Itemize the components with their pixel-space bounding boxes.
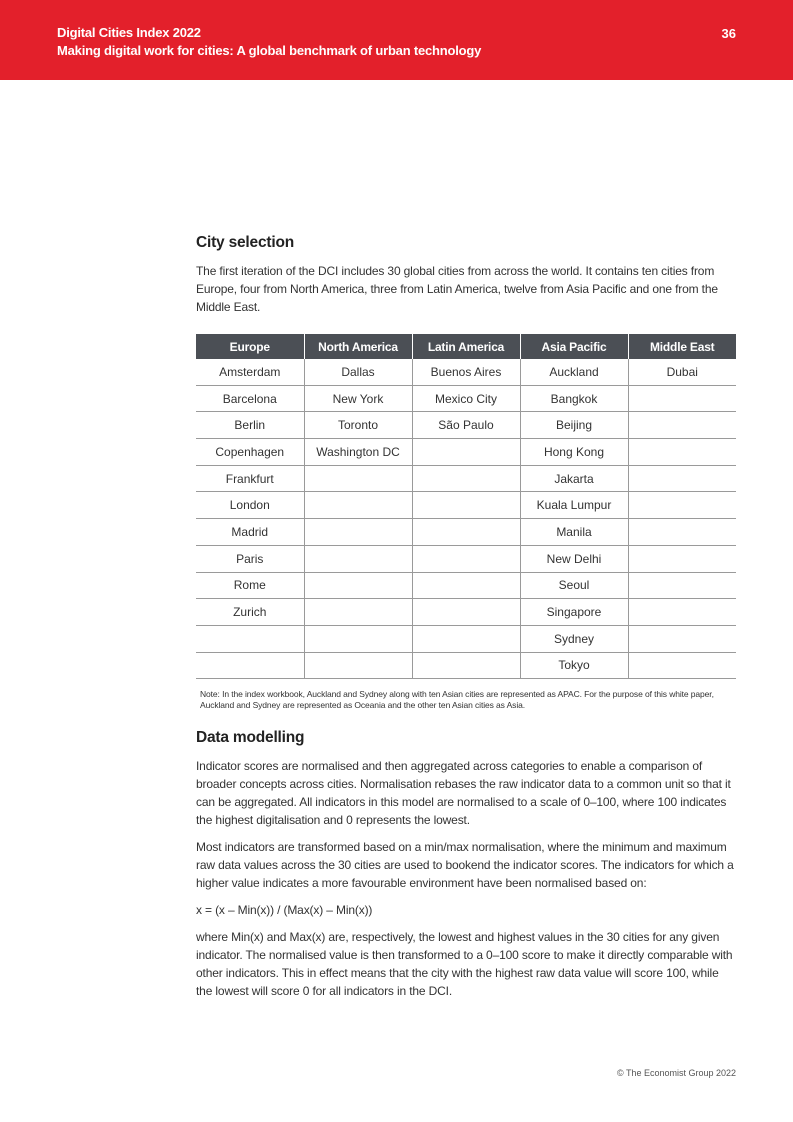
- table-cell: Singapore: [520, 599, 628, 626]
- table-cell: [412, 625, 520, 652]
- table-cell: [304, 519, 412, 546]
- table-cell: Beijing: [520, 412, 628, 439]
- table-cell: New York: [304, 385, 412, 412]
- table-cell: [628, 545, 736, 572]
- table-cell: [628, 652, 736, 679]
- table-cell: [304, 652, 412, 679]
- table-cell: [628, 625, 736, 652]
- table-cell: [412, 545, 520, 572]
- table-cell: [628, 412, 736, 439]
- table-cell: Washington DC: [304, 439, 412, 466]
- table-cell: [412, 439, 520, 466]
- table-cell: [628, 492, 736, 519]
- table-cell: [304, 545, 412, 572]
- table-cell: [628, 519, 736, 546]
- data-modelling-paragraph: Most indicators are transformed based on a min/max normalisation, where the minimum and maximum raw data values across the 30 cities are used to bookend the indicator scores. The indicators for which a higher value indicates a more favourable environment have been normalised based on:: [196, 840, 734, 891]
- table-cell: [412, 572, 520, 599]
- table-cell: Tokyo: [520, 652, 628, 679]
- data-modelling-heading: Data modelling: [196, 729, 305, 747]
- city-table-header-row: [196, 334, 736, 359]
- table-row: [196, 625, 736, 652]
- table-cell: [628, 439, 736, 466]
- column-header-europe: Europe: [196, 334, 304, 359]
- table-cell: Jakarta: [520, 465, 628, 492]
- page-number: 36: [721, 26, 736, 41]
- table-cell: Zurich: [196, 599, 304, 626]
- table-row: [196, 465, 736, 492]
- table-cell: Paris: [196, 545, 304, 572]
- city-table-body: [196, 359, 736, 679]
- table-row: [196, 519, 736, 546]
- table-cell: [628, 599, 736, 626]
- column-header-asia-pacific: Asia Pacific: [520, 334, 628, 359]
- table-cell: Berlin: [196, 412, 304, 439]
- table-cell: Dallas: [304, 359, 412, 385]
- table-cell: [628, 465, 736, 492]
- column-header-latin-america: Latin America: [412, 334, 520, 359]
- table-row: [196, 385, 736, 412]
- table-cell: Mexico City: [412, 385, 520, 412]
- table-cell: Buenos Aires: [412, 359, 520, 385]
- table-cell: Copenhagen: [196, 439, 304, 466]
- report-title: Digital Cities Index 2022: [57, 25, 201, 40]
- city-selection-intro: The first iteration of the DCI includes 30 global cities from across the world. It contains ten cities from Europe, four from North America, three from Latin America, twelve from Asia Pacific and one from the Middle East.: [196, 264, 718, 314]
- table-cell: Bangkok: [520, 385, 628, 412]
- table-cell: [412, 465, 520, 492]
- table-row: [196, 412, 736, 439]
- main-content: [196, 234, 736, 1009]
- table-cell: São Paulo: [412, 412, 520, 439]
- table-cell: Amsterdam: [196, 359, 304, 385]
- table-cell: [412, 652, 520, 679]
- table-cell: [304, 492, 412, 519]
- table-cell: [412, 519, 520, 546]
- page-header: [0, 0, 793, 80]
- column-header-middle-east: Middle East: [628, 334, 736, 359]
- table-cell: [304, 599, 412, 626]
- table-cell: London: [196, 492, 304, 519]
- city-table: [196, 334, 736, 679]
- normalisation-formula: x = (x – Min(x)) / (Max(x) – Min(x)): [196, 903, 373, 918]
- table-cell: Dubai: [628, 359, 736, 385]
- table-row: [196, 359, 736, 385]
- table-cell: [304, 572, 412, 599]
- table-cell: [412, 492, 520, 519]
- table-cell: [196, 652, 304, 679]
- table-cell: Barcelona: [196, 385, 304, 412]
- table-cell: Rome: [196, 572, 304, 599]
- table-row: [196, 439, 736, 466]
- table-cell: [304, 465, 412, 492]
- data-modelling-paragraph: Indicator scores are normalised and then aggregated across categories to enable a comparison of broader concepts across cities. Normalisation rebases the raw indicator data to a common unit so that it can be aggregated. All indicators in this model are normalised to a scale of 0–100, where 100 indicates the highest digitalisation and 0 represents the lowest.: [196, 759, 731, 828]
- table-cell: New Delhi: [520, 545, 628, 572]
- report-subtitle: Making digital work for cities: A global benchmark of urban technology: [57, 43, 482, 58]
- table-note: Note: In the index workbook, Auckland and Sydney along with ten Asian cities are represented as APAC. For the purpose of this white paper, Auckland and Sydney are represented as Oceania and the other ten Asian cities as Asia.: [200, 689, 714, 711]
- table-row: [196, 599, 736, 626]
- table-cell: [304, 625, 412, 652]
- table-cell: Manila: [520, 519, 628, 546]
- table-row: [196, 545, 736, 572]
- table-cell: Toronto: [304, 412, 412, 439]
- table-row: [196, 572, 736, 599]
- table-cell: Auckland: [520, 359, 628, 385]
- table-cell: Sydney: [520, 625, 628, 652]
- table-cell: [196, 625, 304, 652]
- data-modelling-paragraph: where Min(x) and Max(x) are, respectively, the lowest and highest values in the 30 cities for any given indicator. The normalised value is then transformed to a 0–100 score to make it directly comparable with other indicators. This in effect means that the city with the highest raw data value will score 100, while the lowest will score 0 for all indicators in the DCI.: [196, 930, 733, 999]
- table-cell: Madrid: [196, 519, 304, 546]
- table-row: [196, 492, 736, 519]
- city-selection-heading: City selection: [196, 234, 294, 251]
- table-cell: Kuala Lumpur: [520, 492, 628, 519]
- copyright-footer: © The Economist Group 2022: [616, 1068, 736, 1078]
- table-cell: Seoul: [520, 572, 628, 599]
- table-cell: Frankfurt: [196, 465, 304, 492]
- table-cell: Hong Kong: [520, 439, 628, 466]
- table-cell: [628, 572, 736, 599]
- table-cell: [412, 599, 520, 626]
- table-row: [196, 652, 736, 679]
- table-cell: [628, 385, 736, 412]
- column-header-north-america: North America: [304, 334, 412, 359]
